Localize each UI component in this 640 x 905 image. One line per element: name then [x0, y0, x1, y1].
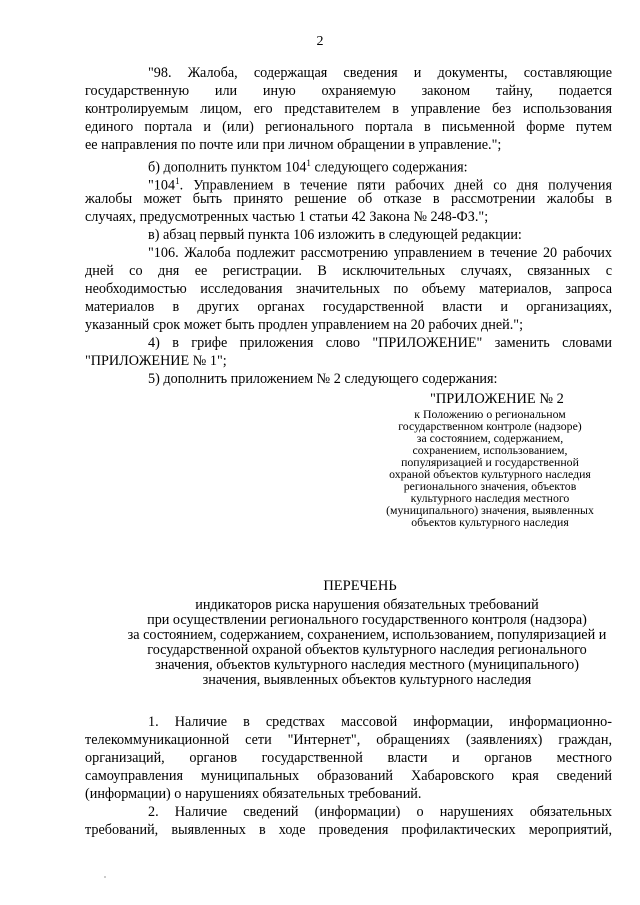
item-b: б) дополнить пунктом $104^1$ следующего содержания:	[148, 158, 468, 176]
p98-line-1: "98. Жалоба, содержащая сведения и документы, составляющие	[148, 65, 612, 81]
p106-line-5: указанный срок может быть продлен управлением на 20 рабочих дней.";	[85, 317, 524, 333]
p106-line-1: "106. Жалоба подлежит рассмотрению управлением в течение 20 рабочих	[148, 245, 612, 261]
list-item-2-line-1: 2. Наличие сведений (информации) о нарушениях обязательных	[148, 804, 612, 820]
item-5: 5) дополнить приложением № 2 следующего содержания:	[148, 371, 498, 387]
list-item-2-line-2: требований, выявленных в ходе проведения профилактических мероприятий,	[85, 822, 612, 838]
appendix-title: "ПРИЛОЖЕНИЕ № 2	[430, 391, 564, 407]
appendix-line-6: охраной объектов культурного наследия	[389, 467, 591, 481]
item-4-line-2: "ПРИЛОЖЕНИЕ № 1";	[85, 353, 227, 369]
list-item-1-line-2: телекоммуникационной сети "Интернет", обращениях (заявлениях) граждан,	[85, 732, 612, 748]
list-item-1-line-3: организаций, органов государственной власти и органов местного	[85, 750, 612, 766]
list-subtitle-4: государственной охраной объектов культурного наследия регионального	[147, 642, 587, 658]
appendix-line-5: популяризацией и государственной	[401, 455, 579, 469]
p106-line-3: необходимостью исследования значительных по объему материалов, запроса	[85, 281, 612, 297]
list-subtitle-2: при осуществлении регионального государственного контроля (надзора)	[147, 612, 587, 628]
appendix-line-10: объектов культурного наследия	[411, 515, 569, 529]
appendix-line-9: (муниципального) значения, выявленных	[386, 503, 594, 517]
appendix-line-1: к Положению о региональном	[414, 407, 566, 421]
p106-line-2: дней со дня ее регистрации. В исключительных случаях, связанных с	[85, 263, 612, 279]
list-subtitle-3: за состоянием, содержанием, сохранением, использованием, популяризацией и	[127, 627, 607, 643]
list-title: ПЕРЕЧЕНЬ	[323, 578, 397, 594]
appendix-line-2: государственном контроле (надзоре)	[398, 419, 582, 433]
appendix-line-8: культурного наследия местного	[410, 491, 570, 505]
p98-line-4: единого портала и (или) регионального портала в письменной форме путем	[85, 119, 612, 135]
p104-line-3: случаях, предусмотренных частью 1 статьи 42 Закона № 248-ФЗ.";	[85, 209, 489, 225]
item-4-line-1: 4) в грифе приложения слово "ПРИЛОЖЕНИЕ" заменить словами	[148, 335, 612, 351]
list-subtitle-6: значения, выявленных объектов культурного наследия	[202, 672, 532, 688]
p104-line-2: жалобы может быть принято решение об отказе в рассмотрении жалобы в	[85, 191, 612, 207]
list-item-1-line-4: самоуправления муниципальных образований Хабаровского края сведений	[85, 768, 612, 784]
p104-line-1: "$104^1$. Управлением в течение пяти рабочих дней со дня получения	[148, 176, 612, 194]
appendix-line-3: за состоянием, содержанием,	[416, 431, 564, 445]
p106-line-4: материалов в других органах государственной власти и организациях,	[85, 299, 612, 315]
p98-line-3: контролируемым лицом, его представителем в управление без использования	[85, 101, 612, 117]
list-item-1-line-5: (информации) о нарушениях обязательных требований.	[85, 786, 422, 802]
p98-line-2: государственную или иную охраняемую законом тайну, подается	[85, 83, 612, 99]
list-subtitle-1: индикаторов риска нарушения обязательных требований	[195, 597, 539, 613]
item-v: в) абзац первый пункта 106 изложить в следующей редакции:	[148, 227, 522, 243]
list-subtitle-5: значения, объектов культурного наследия местного (муниципального)	[155, 657, 579, 673]
page-number: 2	[316, 34, 324, 49]
p98-line-5: ее направления по почте или при личном обращении в управление.";	[85, 137, 502, 153]
appendix-line-7: регионального значения, объектов	[403, 479, 577, 493]
scan-speck	[104, 876, 106, 878]
appendix-line-4: сохранением, использованием,	[412, 443, 568, 457]
list-item-1-line-1: 1. Наличие в средствах массовой информации, информационно-	[148, 714, 612, 730]
